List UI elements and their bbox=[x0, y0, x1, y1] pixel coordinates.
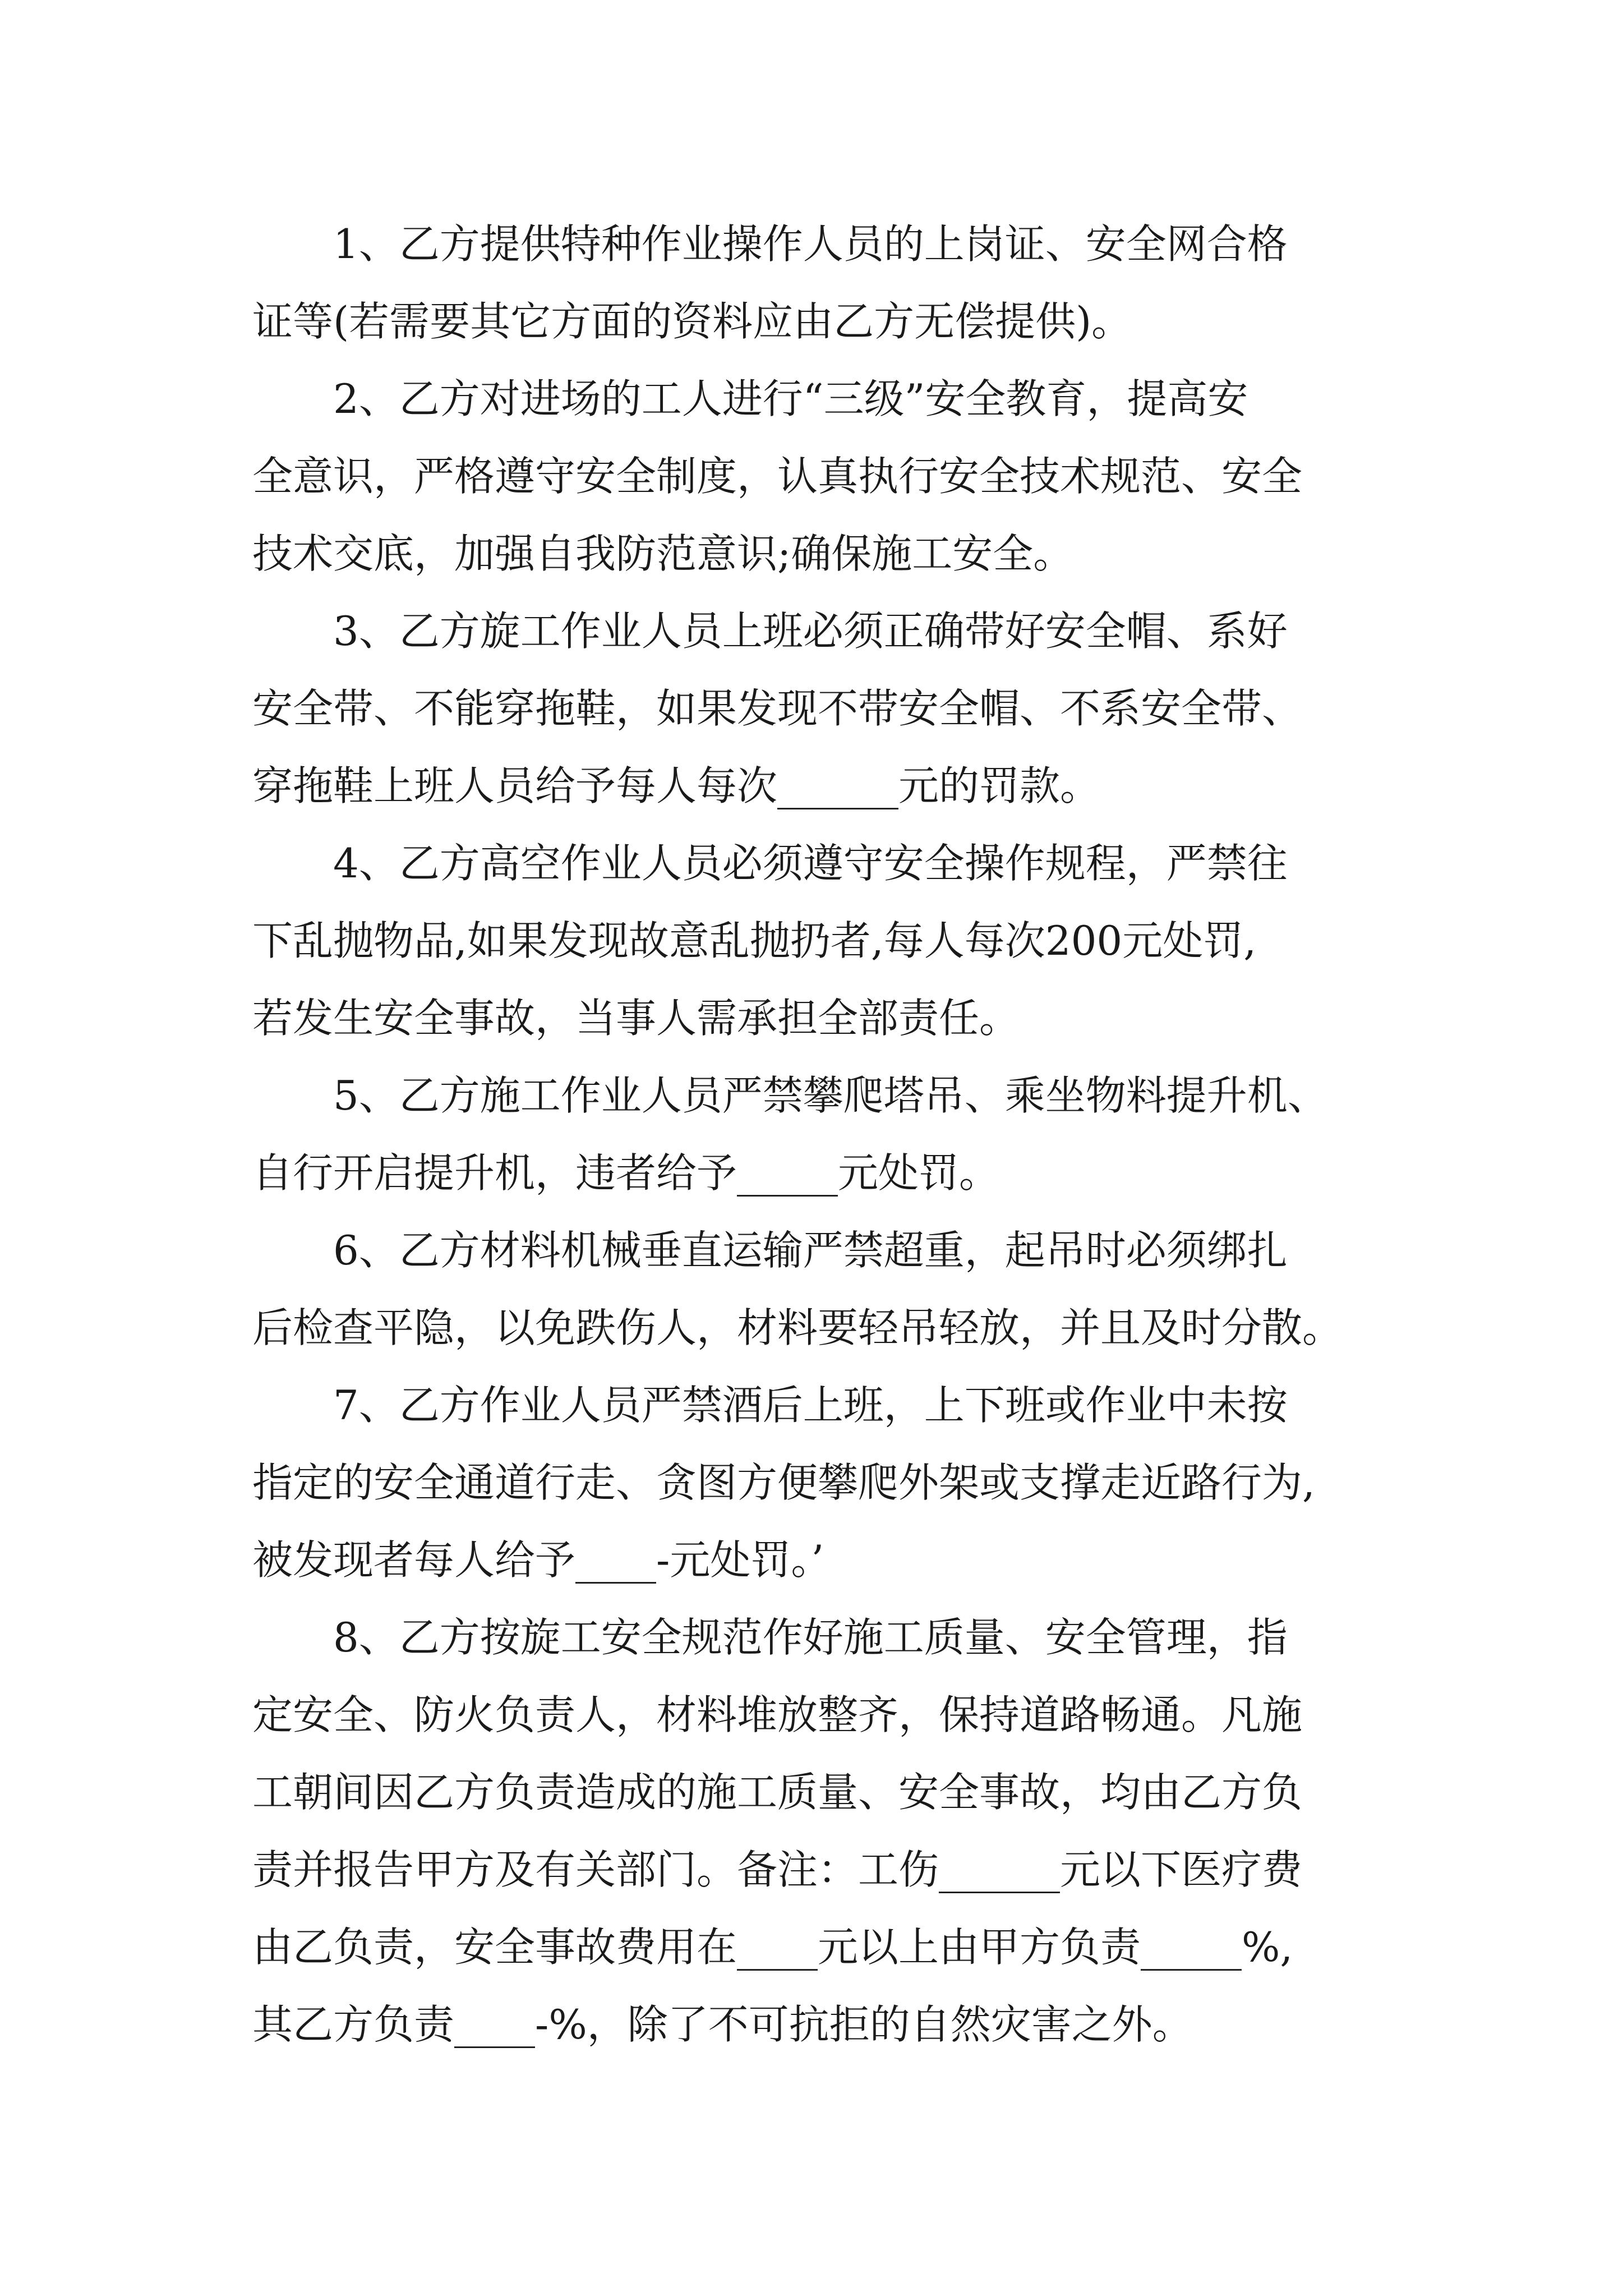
clause-7 bbox=[252, 1366, 1391, 1599]
clause-line: 其乙方负责____-%，除了不可抗拒的自然灾害之外。 bbox=[252, 2001, 1193, 2048]
clause-1 bbox=[252, 205, 1391, 360]
clause-line: 8、乙方按旋工安全规范作好施工质量、安全管理，指 bbox=[333, 1614, 1288, 1661]
clause-2 bbox=[252, 360, 1391, 592]
clause-line: 技术交底，加强自我防范意识;确保施工安全。 bbox=[252, 530, 1074, 577]
clause-line: 被发现者每人给予____-元处罚。’ bbox=[252, 1536, 824, 1584]
clause-line: 后检查平隐，以免跌伤人，材料要轻吊轻放，并且及时分散。 bbox=[252, 1304, 1343, 1351]
clause-6 bbox=[252, 1212, 1391, 1366]
clause-line: 穿拖鞋上班人员给予每人每次______元的罚款。 bbox=[252, 762, 1101, 809]
clause-line: 安全带、不能穿拖鞋，如果发现不带安全帽、不系安全带、 bbox=[252, 685, 1303, 732]
clause-line: 指定的安全通道行走、贪图方便攀爬外架或支撑走近路行为, bbox=[252, 1459, 1315, 1506]
clause-8 bbox=[252, 1599, 1391, 2063]
clause-line: 工朝间因乙方负责造成的施工质量、安全事故，均由乙方负 bbox=[252, 1769, 1303, 1816]
clause-line: 全意识，严格遵守安全制度，认真执行安全技术规范、安全 bbox=[252, 453, 1303, 500]
document-body bbox=[252, 205, 1391, 2063]
clause-line: 1、乙方提供特种作业操作人员的上岗证、安全网合格 bbox=[333, 220, 1288, 268]
clause-line: 自行开启提升机，违者给予_____元处罚。 bbox=[252, 1149, 1000, 1197]
clause-line: 若发生安全事故，当事人需承担全部责任。 bbox=[252, 995, 1020, 1042]
clause-5 bbox=[252, 1057, 1391, 1212]
clause-3 bbox=[252, 592, 1391, 825]
clause-line: 6、乙方材料机械垂直运输严禁超重，起吊时必须绑扎 bbox=[333, 1227, 1288, 1274]
clause-line: 下乱抛物品,如果发现故意乱抛扔者,每人每次200元处罚, bbox=[252, 917, 1257, 964]
clause-line: 4、乙方高空作业人员必须遵守安全操作规程，严禁往 bbox=[333, 840, 1288, 887]
clause-line: 5、乙方施工作业人员严禁攀爬塔吊、乘坐物料提升机、 bbox=[333, 1072, 1328, 1119]
clause-4 bbox=[252, 825, 1391, 1057]
clause-line: 定安全、防火负责人，材料堆放整齐，保持道路畅通。凡施 bbox=[252, 1691, 1303, 1738]
clause-line: 证等(若需要其它方面的资料应由乙方无偿提供)。 bbox=[252, 298, 1132, 345]
clause-line: 2、乙方对进场的工人进行“三级”安全教育，提高安 bbox=[333, 375, 1248, 422]
clause-line: 责并报告甲方及有关部门。备注：工伤______元以下医疗费 bbox=[252, 1846, 1303, 1893]
clause-line: 3、乙方旋工作业人员上班必须正确带好安全帽、系好 bbox=[333, 608, 1288, 655]
clause-line: 由乙负责，安全事故费用在____元以上由甲方负责_____%, bbox=[252, 1924, 1293, 1971]
clause-line: 7、乙方作业人员严禁酒后上班，上下班或作业中未按 bbox=[333, 1382, 1288, 1429]
